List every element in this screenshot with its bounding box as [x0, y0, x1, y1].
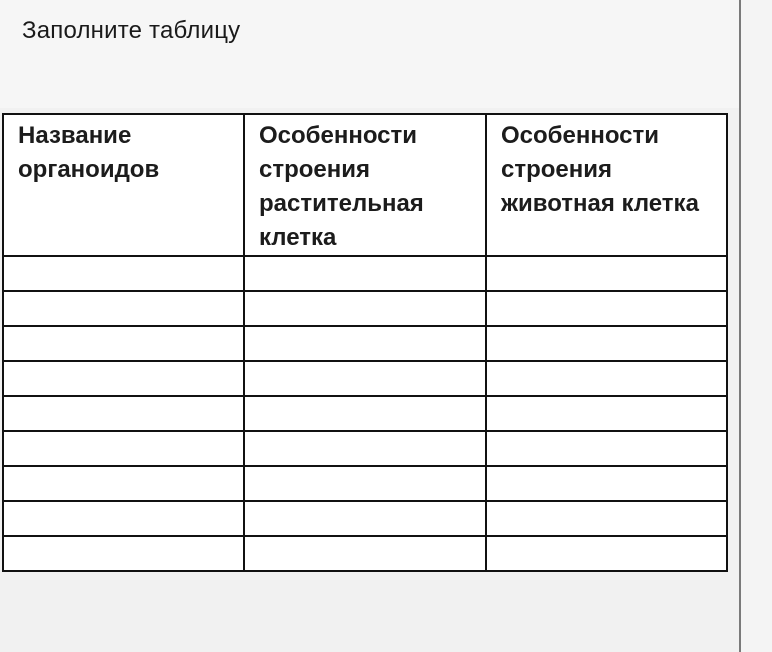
organelle-name-cell[interactable] — [3, 431, 244, 466]
plant-cell-cell[interactable] — [244, 431, 486, 466]
table-row — [3, 361, 727, 396]
plant-cell-cell[interactable] — [244, 291, 486, 326]
animal-cell-cell[interactable] — [486, 536, 727, 571]
organelle-name-cell[interactable] — [3, 256, 244, 291]
plant-cell-cell[interactable] — [244, 396, 486, 431]
table-row — [3, 536, 727, 571]
organelle-name-cell[interactable] — [3, 466, 244, 501]
plant-cell-cell[interactable] — [244, 501, 486, 536]
plant-cell-cell[interactable] — [244, 256, 486, 291]
animal-cell-cell[interactable] — [486, 466, 727, 501]
animal-cell-cell[interactable] — [486, 256, 727, 291]
header-plant-cell-structure: Особенности строения растительная клетка — [244, 114, 486, 256]
animal-cell-cell[interactable] — [486, 361, 727, 396]
animal-cell-cell[interactable] — [486, 431, 727, 466]
plant-cell-cell[interactable] — [244, 466, 486, 501]
animal-cell-cell[interactable] — [486, 326, 727, 361]
table-row — [3, 256, 727, 291]
table-row — [3, 501, 727, 536]
organelle-name-cell[interactable] — [3, 291, 244, 326]
header-organelle-name: Название органоидов — [3, 114, 244, 256]
organelle-name-cell[interactable] — [3, 361, 244, 396]
table-header-row — [3, 114, 727, 256]
table-row — [3, 326, 727, 361]
table-row — [3, 466, 727, 501]
page-title: Заполните таблицу — [22, 17, 241, 44]
plant-cell-cell[interactable] — [244, 326, 486, 361]
table-body — [3, 256, 727, 571]
header-animal-cell-structure: Особенности строения животная клетка — [486, 114, 727, 256]
table-row — [3, 431, 727, 466]
organelles-table — [2, 113, 728, 572]
organelle-name-cell[interactable] — [3, 326, 244, 361]
organelle-name-cell[interactable] — [3, 396, 244, 431]
animal-cell-cell[interactable] — [486, 291, 727, 326]
table-row — [3, 291, 727, 326]
animal-cell-cell[interactable] — [486, 396, 727, 431]
table-container — [2, 113, 726, 572]
organelle-name-cell[interactable] — [3, 501, 244, 536]
organelle-name-cell[interactable] — [3, 536, 244, 571]
worksheet-header — [0, 0, 739, 108]
plant-cell-cell[interactable] — [244, 361, 486, 396]
table-row — [3, 396, 727, 431]
animal-cell-cell[interactable] — [486, 501, 727, 536]
plant-cell-cell[interactable] — [244, 536, 486, 571]
